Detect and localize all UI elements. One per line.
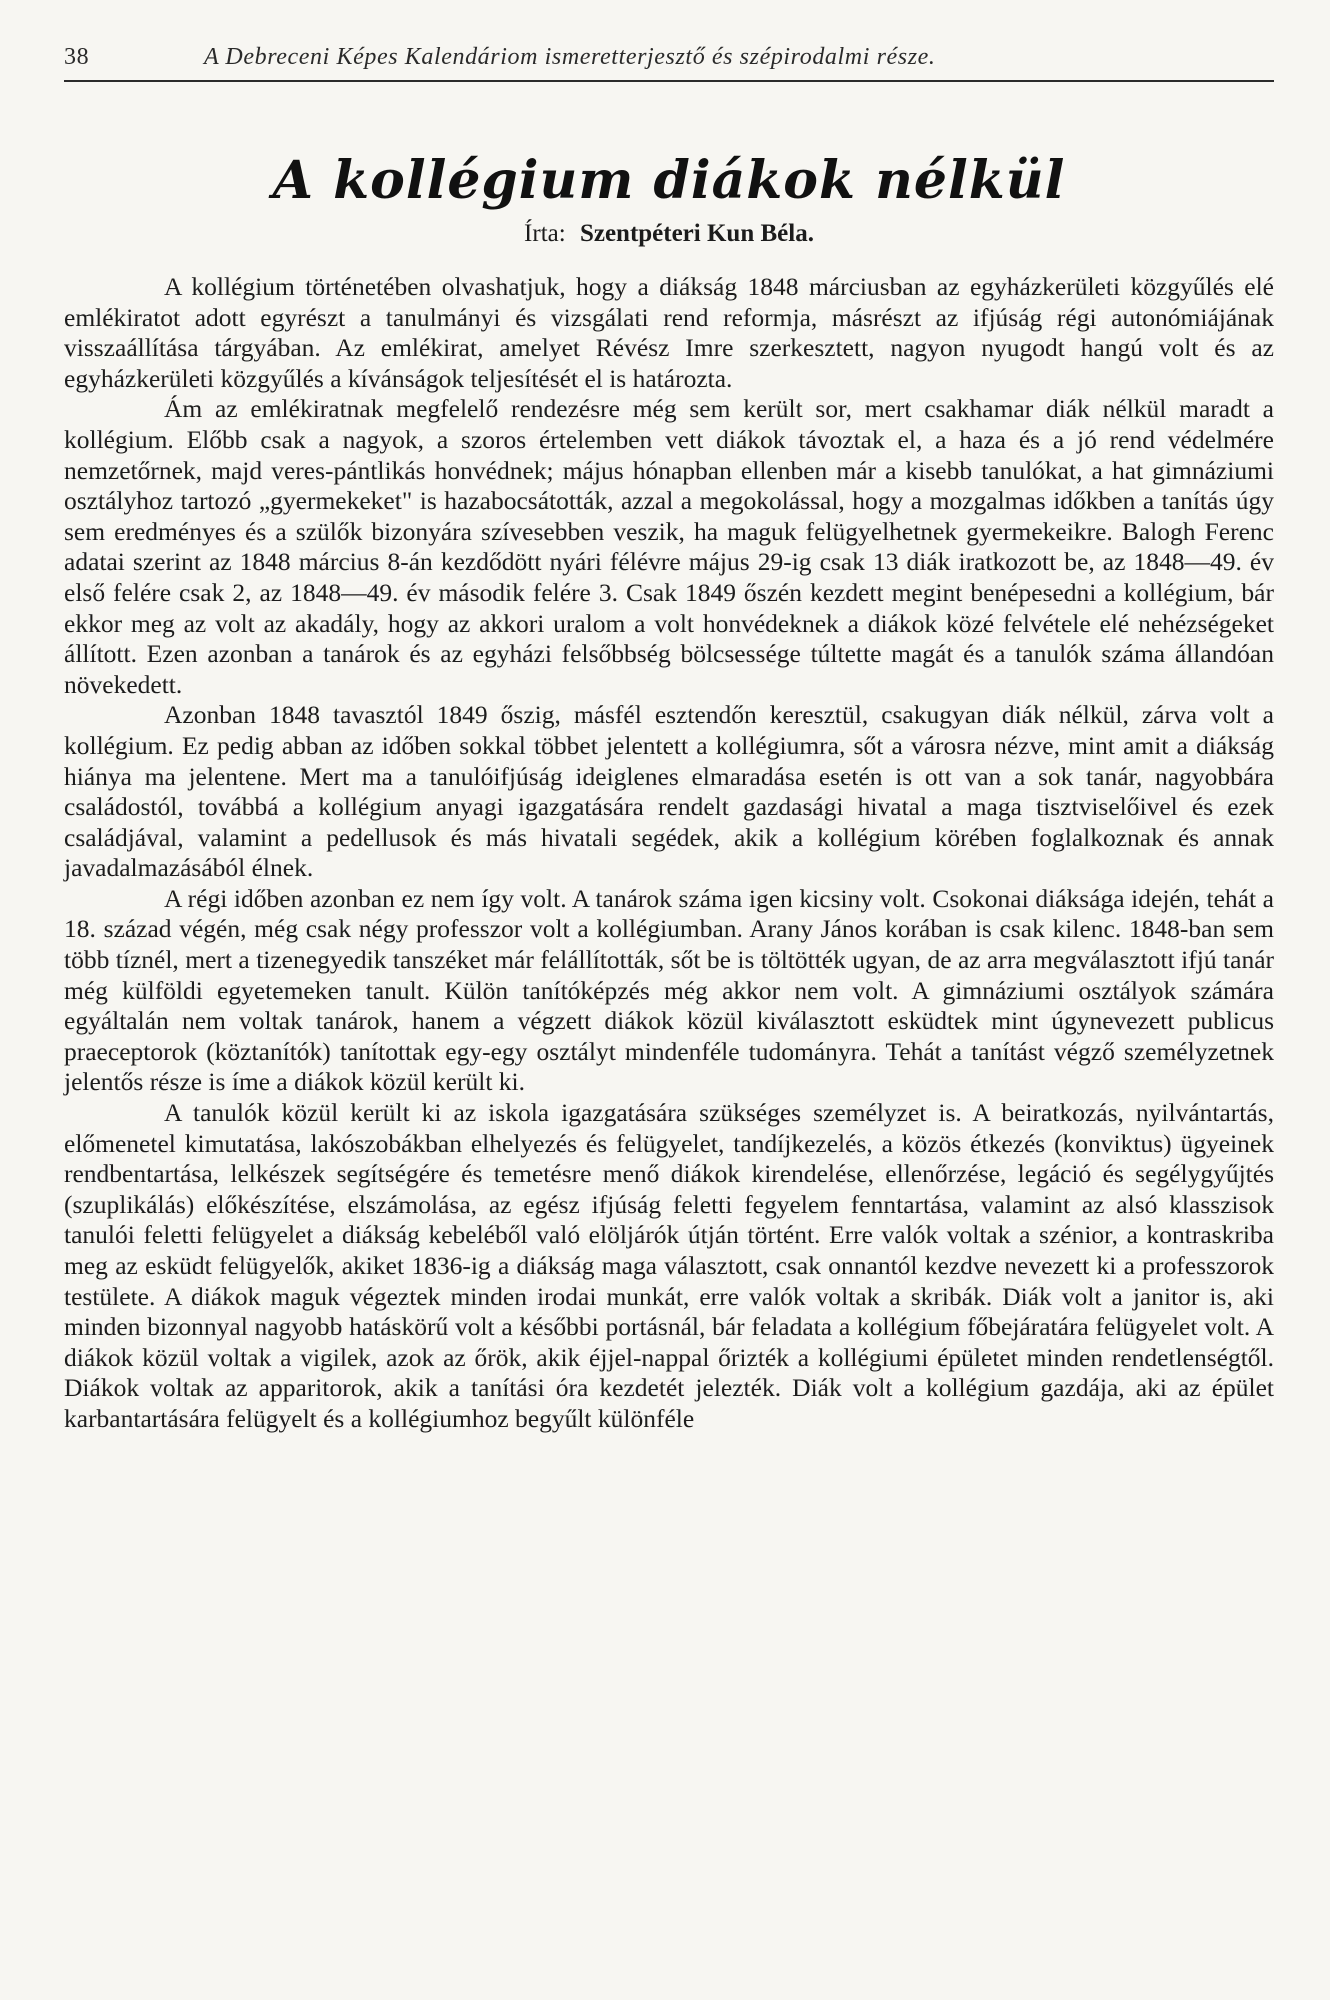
- page-number: 38: [64, 44, 90, 70]
- author-name: Szentpéteri Kun Béla.: [579, 220, 814, 247]
- paragraph-1: A kollégium történetében olvashatjuk, hogy a diákság 1848 márciusban az egyházkerületi közgyűlés elé emlékiratot adott egyrészt a tanulmányi és vizsgálati rend reformja, másrészt az ifjúság régi autonómiájának visszaállítása tárgyában. Az emlékirat, amelyet Révész Imre szerkesztett, nagyon nyugodt hangú volt és az egyházkerületi közgyűlés a kívánságok teljesítését el is határozta.: [64, 272, 1274, 393]
- article-title: A kollégium diákok nélkül: [272, 150, 1066, 211]
- byline-prefix: Írta:: [524, 220, 566, 247]
- paragraph-3: Azonban 1848 tavasztól 1849 őszig, másfél esztendőn keresztül, csakugyan diák nélkül, zárva volt a kollégium. Ez pedig abban az időben sokkal többet jelentett a kollégiumra, sőt a városra nézve, mint amit a diákság hiánya ma jelentene. Mert ma a tanulóifjúság ideiglenes elmaradása esetén is ott van a sok tanár, nagyobbára családostól, továbbá a kollégium anyagi igazgatására rendelt gazdasági hivatal a maga tisztviselőivel és ezek családjával, valamint a pedellusok és más hivatali segédek, akik a kollégium körében foglalkoznak és annak javadalmazásából élnek.: [64, 700, 1274, 883]
- paragraph-2: Ám az emlékiratnak megfelelő rendezésre még sem került sor, mert csakhamar diák nélkül maradt a kollégium. Előbb csak a nagyok, a szoros értelemben vett diákok távoztak el, a haza és a jó rend védelmére nemzetőrnek, majd veres-pántlikás honvédnek; május hónapban ellenben már a kisebb tanulókat, a hat gimnáziumi osztályhoz tartozó „gyermekeket" is hazabocsátották, azzal a megokolással, hogy a mozgalmas időkben a tanítás úgy sem eredményes és a szülők bizonyára szívesebben veszik, ha maguk felügyelhetnek gyermekeikre. Balogh Ferenc adatai szerint az 1848 március 8-án kezdődött nyári félévre május 29-ig csak 13 diák iratkozott be, az 1848—49. év első felére csak 2, az 1848—49. év második felére 3. Csak 1849 őszén kezdett megint benépesedni a kollégium, bár ekkor meg az volt az akadály, hogy az akkori uralom a volt honvédeknek a diákok közé felvétele elé nehézségeket állított. Ezen azonban a tanárok és az egyházi felsőbbség bölcsessége túltette magát és a tanulók száma állandóan növekedett.: [64, 394, 1274, 699]
- paragraph-5: A tanulók közül került ki az iskola igazgatására szükséges személyzet is. A beiratkozás, nyilvántartás, előmenetel kimutatása, lakószobákban elhelyezés és felügyelet, tandíjkezelés, a közös étkezés (konviktus) ügyeinek rendbentartása, lelkészek segítségére és temetésre menő diákok kirendelése, ellenőrzése, legáció és segélygyűjtés (szuplikálás) előkészítése, elszámolása, az egész ifjúság feletti fegyelem fenntartása, valamint az alsó klasszisok tanulói feletti felügyelet a diákság kebeléből való elöljárók útján történt. Erre valók voltak a szénior, a kontraskriba meg az esküdt felügyelők, akiket 1836-ig a diákság maga választott, csak onnantól kezdve nevezett ki a professzorok testülete. A diákok maguk végeztek minden irodai munkát, erre valók voltak a skribák. Diák volt a janitor is, aki minden bizonnyal nagyobb hatáskörű volt a későbbi portásnál, bár feladata a kollégium főbejáratára felügyelet volt. A diákok közül voltak a vigilek, azok az őrök, akik éjjel-nappal őrizték a kollégiumi épületet minden rendetlenségtől. Diákok voltak az apparitorok, akik a tanítási óra kezdetét jelezték. Diák volt a kollégium gazdája, aki az épület karbantartására felügyelt és a kollégiumhoz begyűlt különféle: [64, 1098, 1274, 1433]
- paragraph-4: A régi időben azonban ez nem így volt. A tanárok száma igen kicsiny volt. Csokonai diáksága idején, tehát a 18. század végén, még csak négy professzor volt a kollégiumban. Arany János korában is csak kilenc. 1848-ban sem több tíznél, mert a tizenegyedik tanszéket már felállították, sőt be is töltötték ugyan, de az arra megválasztott ifjú tanár még külföldi egyetemeken tanult. Külön tanítóképzés még akkor nem volt. A gimnáziumi osztályok számára egyáltalán nem voltak tanárok, hanem a végzett diákok közül kiválasztott esküdtek mint úgynevezett publicus praeceptorok (köztanítók) tanítottak egy-egy osztályt mindenféle tudományra. Tehát a tanítást végző személyzetnek jelentős része is íme a diákok közül került ki.: [64, 883, 1274, 1097]
- byline: [64, 220, 1274, 248]
- header-rule: [64, 80, 1274, 82]
- book-page: [64, 0, 1274, 2000]
- running-head: [64, 44, 1274, 76]
- running-title: A Debreceni Képes Kalendáriom ismeretterjesztő és szépirodalmi része.: [204, 44, 936, 70]
- article-body: [64, 272, 1274, 1435]
